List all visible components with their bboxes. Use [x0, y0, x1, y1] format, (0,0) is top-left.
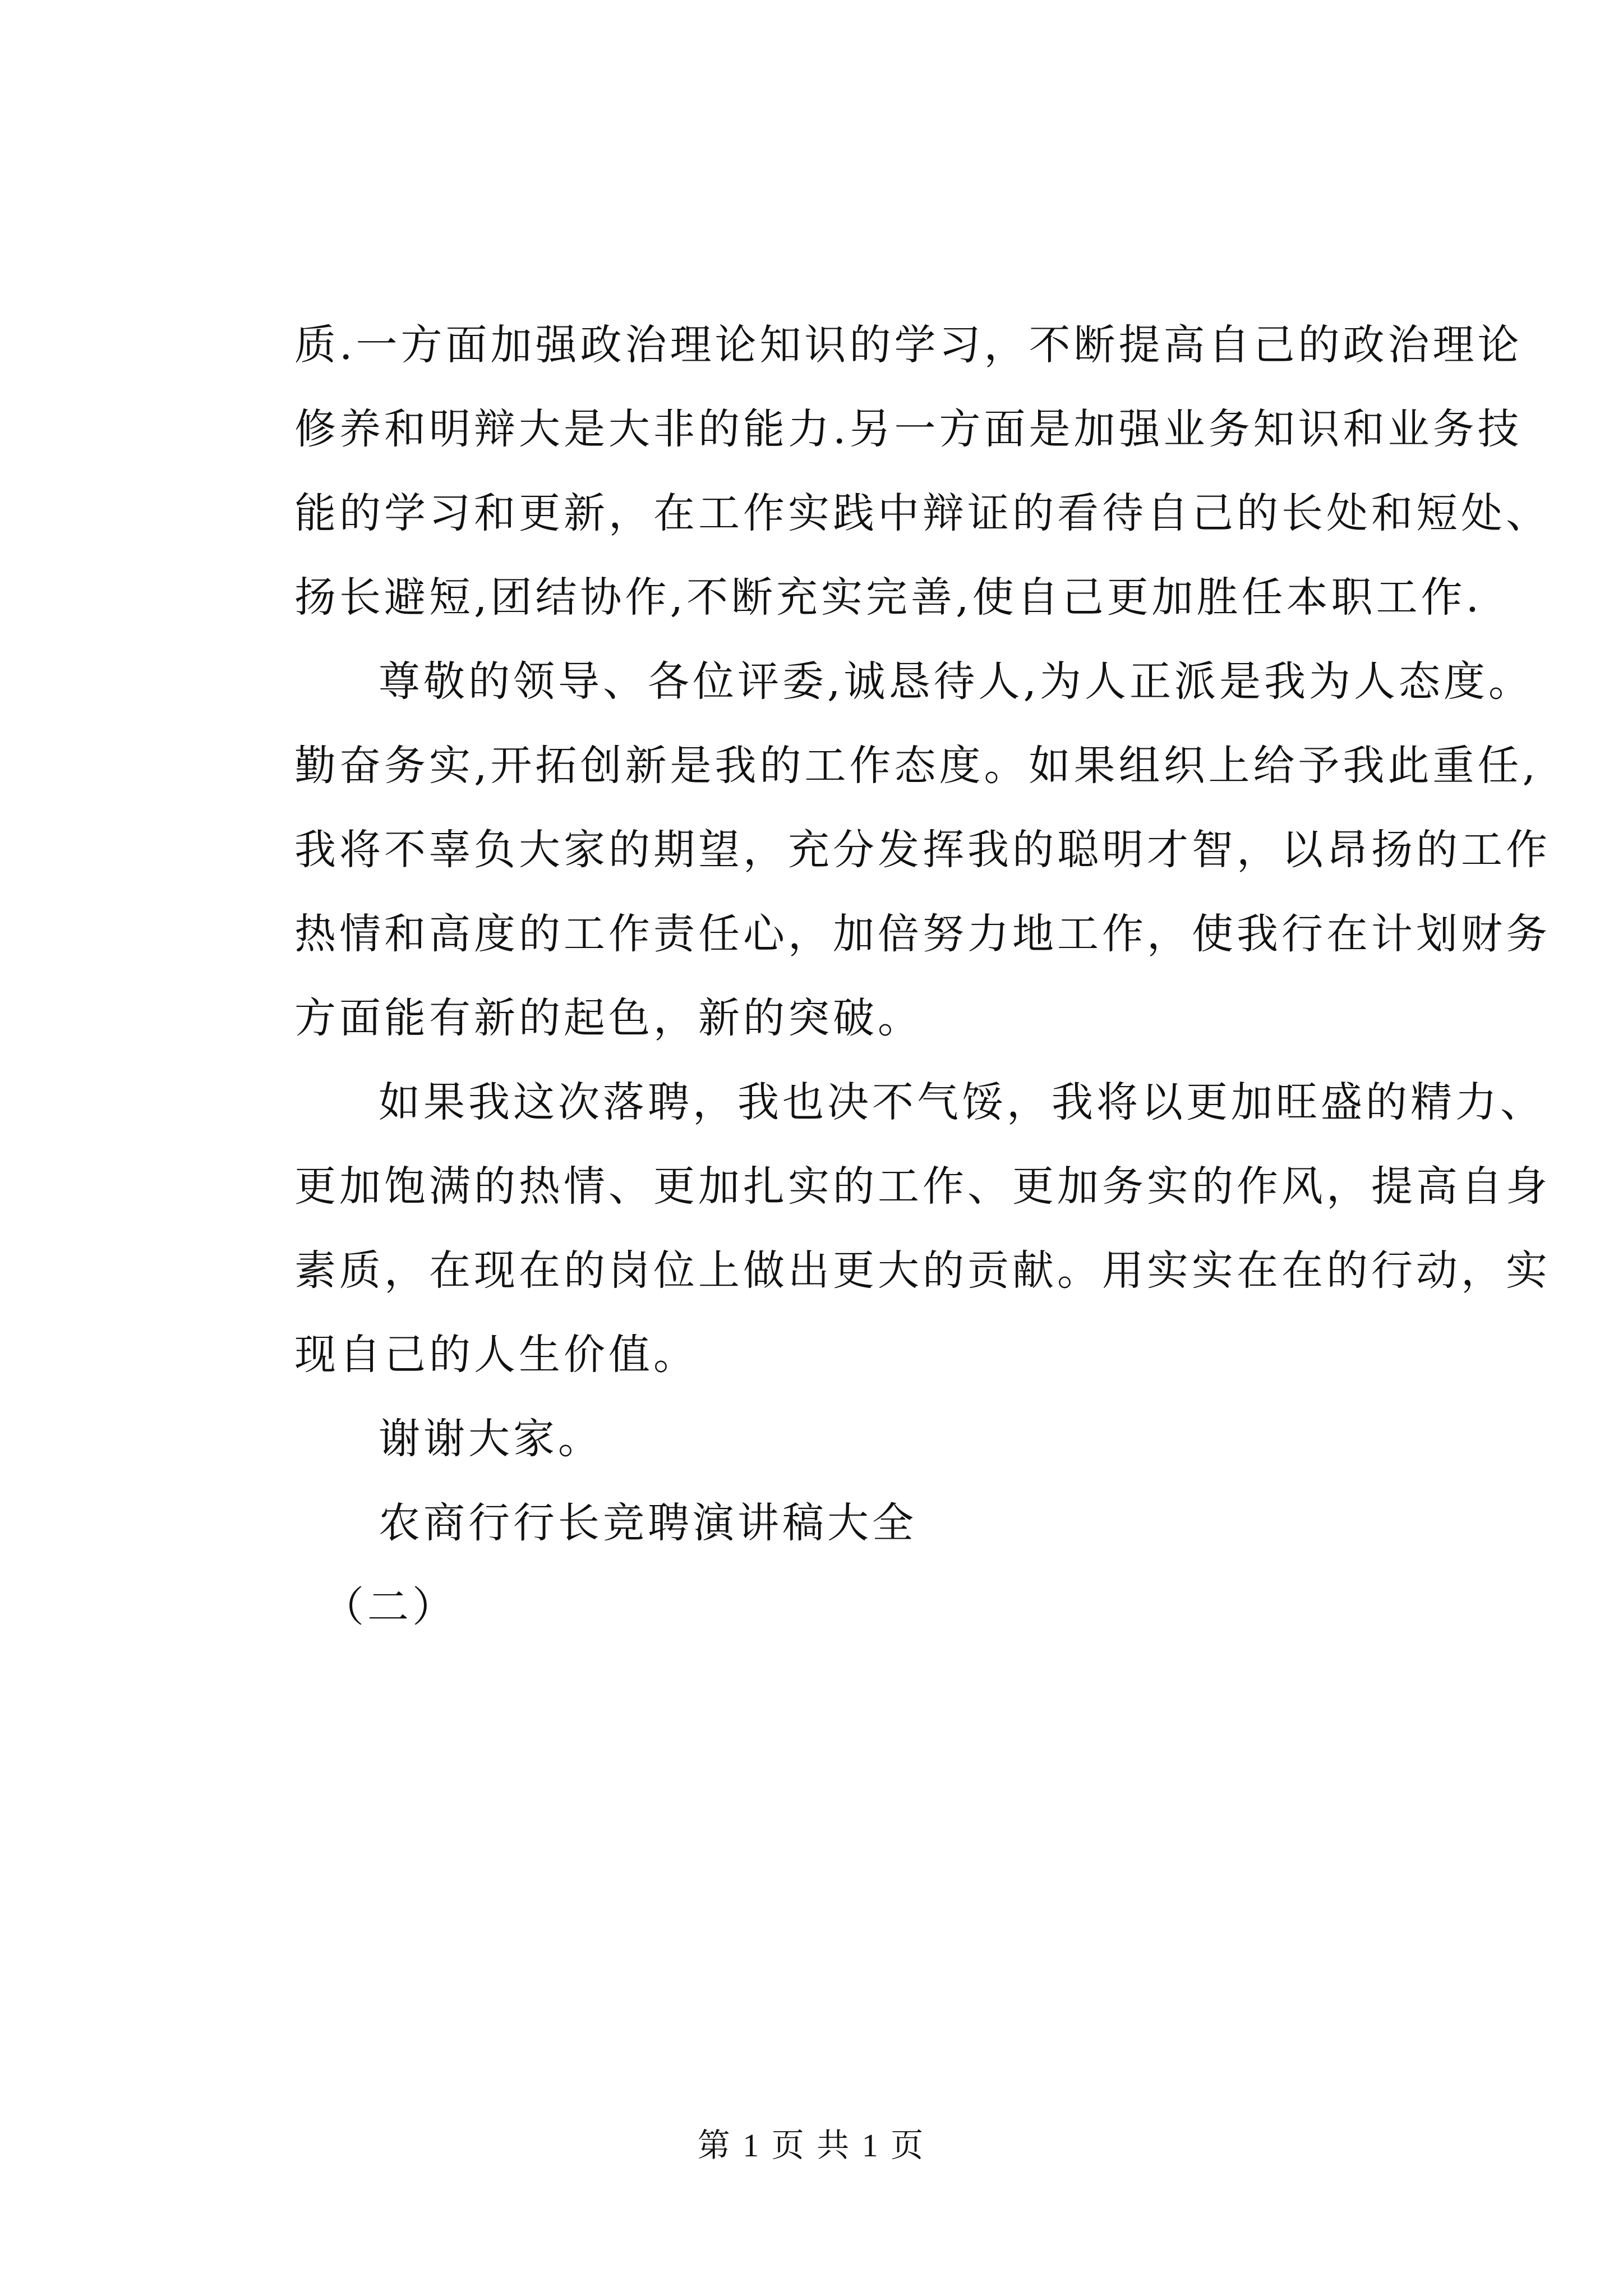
paragraph-3-line-4: 现自己的人生价值。 — [294, 1331, 698, 1379]
paragraph-1-line-1: 质.一方面加强政治理论知识的学习，不断提高自己的政治理论 — [294, 321, 1523, 369]
paragraph-3-line-2: 更加饱满的热情、更加扎实的工作、更加务实的作风，提高自身 — [294, 1162, 1551, 1211]
closing-line: 谢谢大家。 — [379, 1415, 603, 1463]
paragraph-2-line-3: 我将不辜负大家的期望，充分发挥我的聪明才智，以昂扬的工作 — [294, 826, 1551, 874]
next-section-title: 农商行行长竞聘演讲稿大全 — [379, 1499, 917, 1547]
paragraph-2-line-1: 尊敬的领导、各位评委,诚恳待人,为人正派是我为人态度。 — [379, 657, 1534, 706]
paragraph-3-line-3: 素质，在现在的岗位上做出更大的贡献。用实实在在的行动，实 — [294, 1246, 1551, 1295]
paragraph-2-line-4: 热情和高度的工作责任心，加倍努力地工作，使我行在计划财务 — [294, 910, 1551, 958]
paragraph-1-line-3: 能的学习和更新，在工作实践中辩证的看待自己的长处和短处、 — [294, 489, 1551, 537]
body-text — [294, 303, 1551, 1649]
paragraph-1-line-2: 修养和明辩大是大非的能力.另一方面是加强业务知识和业务技 — [294, 405, 1523, 453]
next-section-number: （二） — [322, 1583, 457, 1631]
paragraph-2-line-2: 勤奋务实,开拓创新是我的工作态度。如果组织上给予我此重任, — [294, 742, 1539, 790]
paragraph-3-line-1: 如果我这次落聘，我也决不气馁，我将以更加旺盛的精力、 — [379, 1078, 1545, 1126]
paragraph-2-line-5: 方面能有新的起色，新的突破。 — [294, 994, 923, 1042]
paragraph-1-line-4: 扬长避短,团结协作,不断充实完善,使自己更加胜任本职工作. — [294, 573, 1483, 622]
paragraph-1 — [294, 303, 1551, 639]
page-number-label: 第 1 页 共 1 页 — [697, 2127, 926, 2164]
page-footer — [0, 2123, 1623, 2168]
paragraph-2 — [294, 639, 1551, 1060]
paragraph-3 — [294, 1060, 1551, 1397]
